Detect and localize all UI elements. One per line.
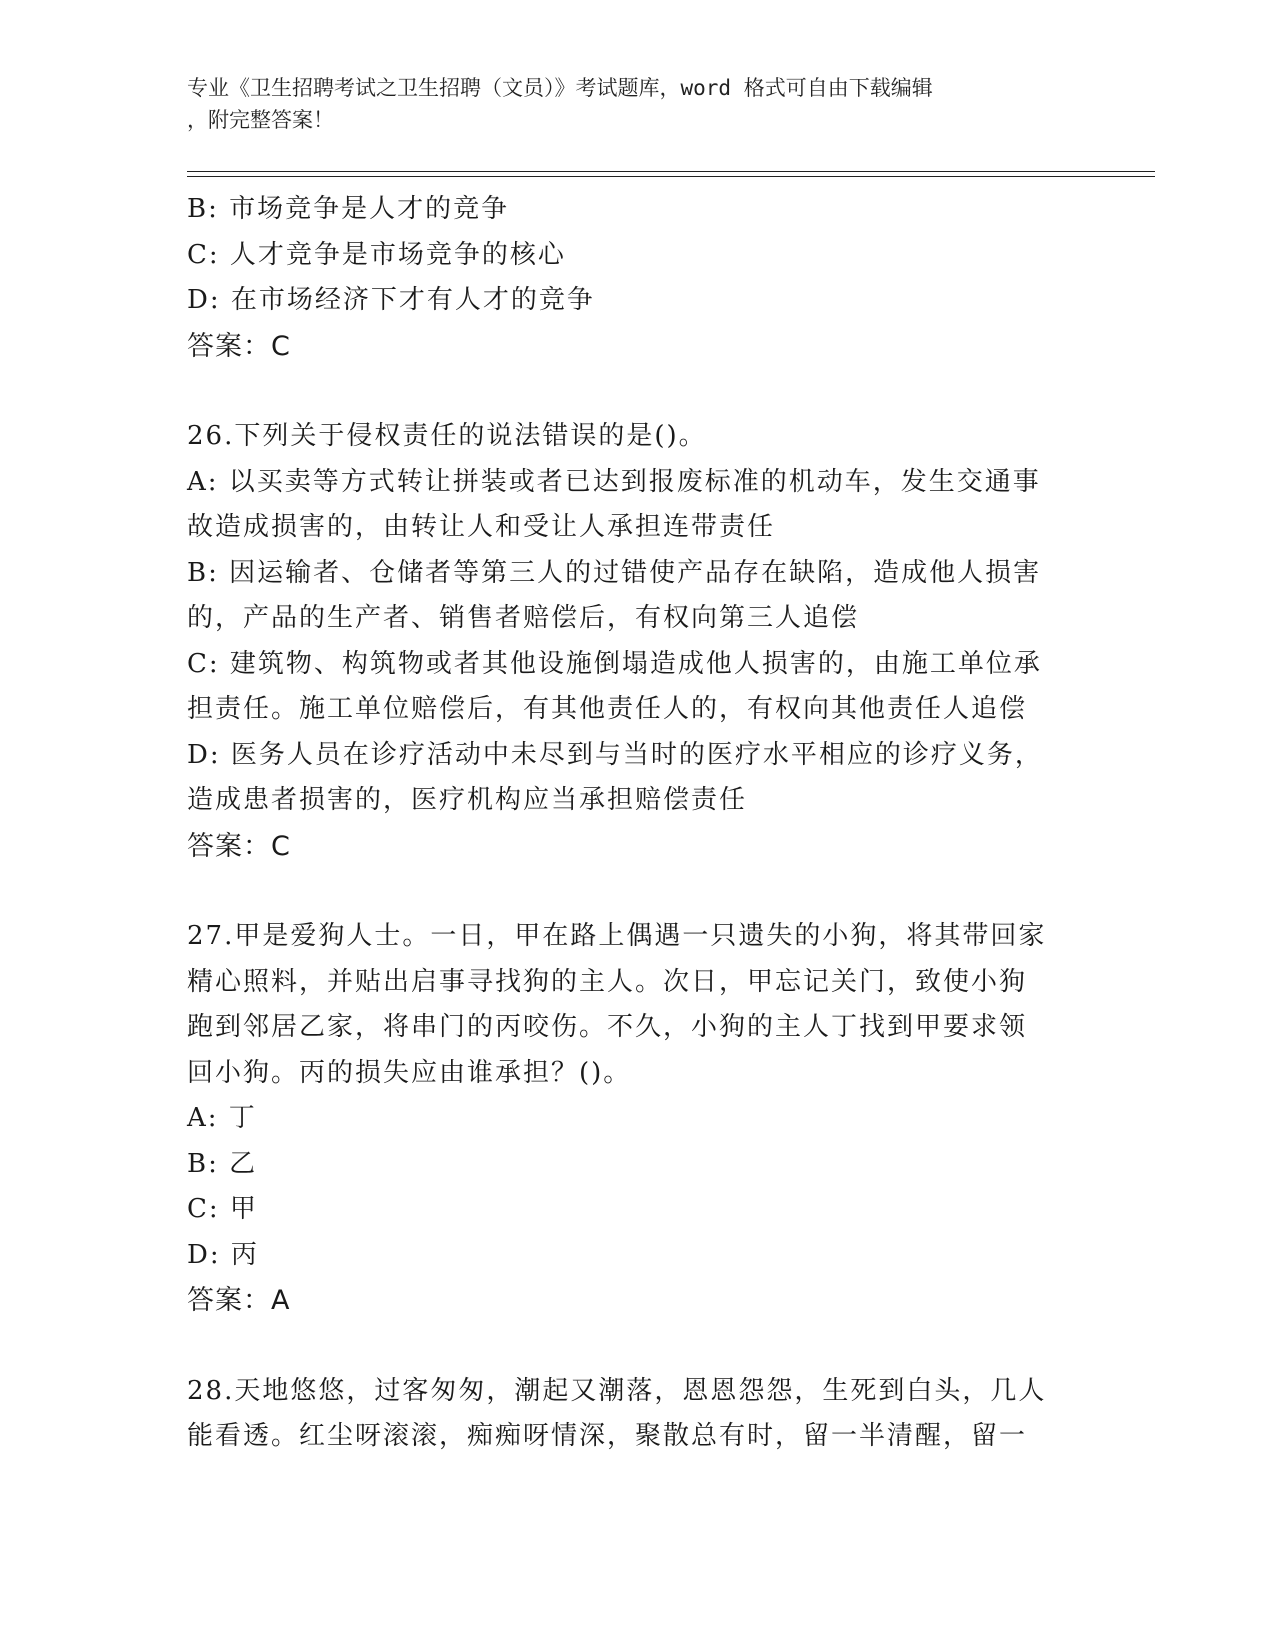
spacer — [187, 369, 1087, 414]
header-rule-bottom — [187, 176, 1155, 177]
q27-option-b: B: 乙 — [187, 1148, 258, 1179]
question-27-block — [187, 914, 1087, 1324]
spacer — [187, 869, 1087, 914]
q26-option-b-line-1: B: 因运输者、仓储者等第三人的过错使产品存在缺陷，造成他人损害 — [187, 557, 1042, 588]
q27-question-line-1: 27.甲是爱狗人士。一日，甲在路上偶遇一只遗失的小狗，将其带回家 — [187, 921, 1047, 951]
q25-option-d: D: 在市场经济下才有人才的竞争 — [187, 285, 595, 315]
q27-question-line-4: 回小狗。丙的损失应由谁承担？()。 — [187, 1057, 632, 1088]
header-line-2: ，附完整答案！ — [187, 108, 334, 132]
document-header — [187, 72, 1067, 136]
q26-option-c-line-1: C: 建筑物、构筑物或者其他设施倒塌造成他人损害的，由施工单位承 — [187, 648, 1042, 679]
question-content — [187, 187, 1087, 1460]
q28-question-line-1: 28.天地悠悠，过客匆匆，潮起又潮落，恩恩怨怨，生死到白头，几人 — [187, 1375, 1047, 1406]
q26-option-a-line-1: A: 以买卖等方式转让拼装或者已达到报废标准的机动车，发生交通事 — [187, 466, 1041, 497]
header-line-1: 专业《卫生招聘考试之卫生招聘（文员）》考试题库，word 格式可自由下载编辑 — [187, 76, 933, 100]
question-28-block — [187, 1369, 1087, 1460]
q27-question-line-3: 跑到邻居乙家，将串门的丙咬伤。不久，小狗的主人丁找到甲要求领 — [187, 1012, 1028, 1042]
question-26-block — [187, 414, 1087, 869]
q26-option-a-line-2: 故造成损害的，由转让人和受让人承担连带责任 — [187, 512, 776, 542]
q25-option-b: B: 市场竞争是人才的竞争 — [187, 194, 510, 224]
q26-answer: 答案：C — [187, 830, 291, 862]
q28-question-line-2: 能看透。红尘呀滚滚，痴痴呀情深，聚散总有时，留一半清醒，留一 — [187, 1421, 1028, 1451]
q27-option-d: D: 丙 — [187, 1239, 259, 1270]
q27-answer: 答案：A — [187, 1285, 291, 1316]
q26-option-d-line-2: 造成患者损害的，医疗机构应当承担赔偿责任 — [187, 785, 748, 815]
header-rule-top — [187, 171, 1155, 172]
q26-option-c-line-2: 担责任。施工单位赔偿后，有其他责任人的，有权向其他责任人追偿 — [187, 694, 1028, 724]
q27-question-line-2: 精心照料，并贴出启事寻找狗的主人。次日，甲忘记关门，致使小狗 — [187, 966, 1028, 997]
q27-option-c: C: 甲 — [187, 1194, 258, 1224]
spacer — [187, 1324, 1087, 1369]
q26-question: 26.下列关于侵权责任的说法错误的是()。 — [187, 421, 707, 451]
question-25-block — [187, 187, 1087, 369]
q27-option-a: A: 丁 — [187, 1103, 257, 1133]
q26-option-d-line-1: D: 医务人员在诊疗活动中未尽到与当时的医疗水平相应的诊疗义务， — [187, 739, 1043, 770]
q26-option-b-line-2: 的，产品的生产者、销售者赔偿后，有权向第三人追偿 — [187, 603, 860, 633]
q25-option-c: C: 人才竞争是市场竞争的核心 — [187, 239, 566, 270]
q25-answer: 答案：C — [187, 330, 291, 362]
